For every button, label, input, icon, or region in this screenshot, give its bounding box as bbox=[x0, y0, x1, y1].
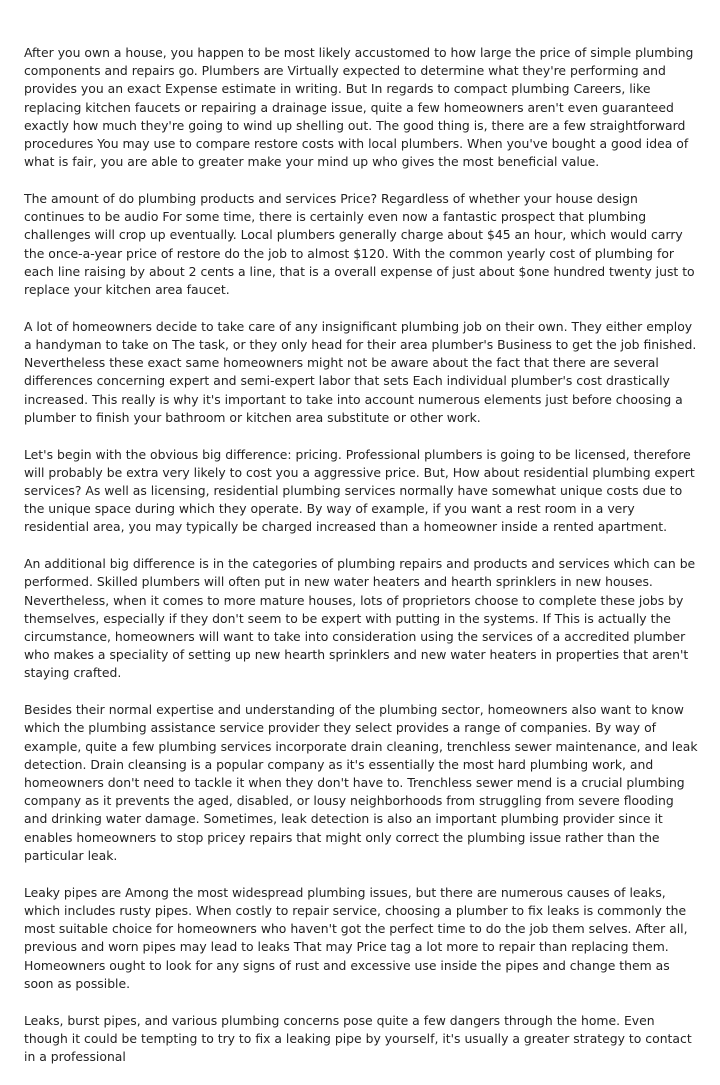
paragraph: Leaky pipes are Among the most widespread plumbing issues, but there are numerous causes of leaks, which includes rusty pipes. When costly to repair service, choosing a plumber to fix leaks is commonly the most suitable choice for homeowners who haven't got the perfect time to do the job them selves. After all, previous and worn pipes may lead to leaks That may Price tag a lot more to repair than replacing them. Homeowners ought to look for any signs of rust and excessive use inside the pipes and change them as soon as possible. bbox=[24, 884, 688, 991]
paragraph: A lot of homeowners decide to take care of any insignificant plumbing job on their own. They either employ a handyman to take on The task, or they only head for their area plumber's Business to get the job finished. Nevertheless these exact same homeowners might not be aware about the fact that there are several differences concerning expert and semi-expert labor that sets Each individual plumber's cost drastically increased. This really is why it's important to take into account numerous elements just before choosing a plumber to finish your bathroom or kitchen area substitute or other work. bbox=[24, 318, 697, 425]
paragraph: Let's begin with the obvious big difference: pricing. Professional plumbers is going to be licensed, therefore will probably be extra very likely to cost you a aggressive price. But, How about residential plumbing expert services? As well as licensing, residential plumbing services normally have somewhat unique costs due to the unique space during which they operate. By way of example, if you want a rest room in a very residential area, you may typically be charged increased than a homeowner inside a rented apartment. bbox=[24, 446, 695, 535]
article-body bbox=[24, 44, 700, 1085]
paragraph: After you own a house, you happen to be most likely accustomed to how large the price of simple plumbing components and repairs go. Plumbers are Virtually expected to determine what they're performing and provides you an exact Expense estimate in writing. But In regards to compact plumbing Careers, like replacing kitchen faucets or repairing a drainage issue, quite a few homeowners aren't even guaranteed exactly how much they're going to wind up shelling out. The good thing is, there are a few straightforward procedures You may use to compare restore costs with local plumbers. When you've bought a good idea of what is fair, you are able to greater make your mind up who gives the most beneficial value. bbox=[24, 45, 694, 170]
paragraph: Besides their normal expertise and understanding of the plumbing sector, homeowners also want to know which the plumbing assistance service provider they select provides a range of companies. By way of example, quite a few plumbing services incorporate drain cleaning, trenchless sewer maintenance, and leak detection. Drain cleansing is a popular company as it's essentially the most hard plumbing work, and homeowners don't need to tackle it when they don't have to. Trenchless sewer mend is a crucial plumbing company as it prevents the aged, disabled, or lousy neighborhoods from struggling from severe flooding and drinking water damage. Sometimes, leak detection is also an important plumbing provider since it enables homeowners to stop pricey repairs that might only correct the plumbing issue rather than the particular leak. bbox=[24, 702, 698, 863]
paragraph: Leaks, burst pipes, and various plumbing concerns pose quite a few dangers through the home. Even though it could be tempting to try to fix a leaking pipe by yourself, it's usually a greater strategy to contact in a professional bbox=[24, 1012, 692, 1064]
paragraph: The amount of do plumbing products and services Price? Regardless of whether your house design continues to be audio For some time, there is certainly even now a fantastic prospect that plumbing challenges will crop up eventually. Local plumbers generally charge about $45 an hour, which would carry the once-a-year price of restore do the job to almost $120. With the common yearly cost of plumbing for each line raising by about 2 cents a line, that is a overall expense of just about $one hundred twenty just to replace your kitchen area faucet. bbox=[24, 191, 695, 298]
paragraph: An additional big difference is in the categories of plumbing repairs and products and services which can be performed. Skilled plumbers will often put in new water heaters and hearth sprinklers in new houses. Nevertheless, when it comes to more mature houses, lots of proprietors choose to complete these jobs by themselves, especially if they don't seem to be expert with putting in the systems. If This is actually the circumstance, homeowners will want to take into consideration using the services of a accredited plumber who makes a speciality of setting up new hearth sprinklers and new water heaters in properties that aren't staying crafted. bbox=[24, 556, 696, 681]
